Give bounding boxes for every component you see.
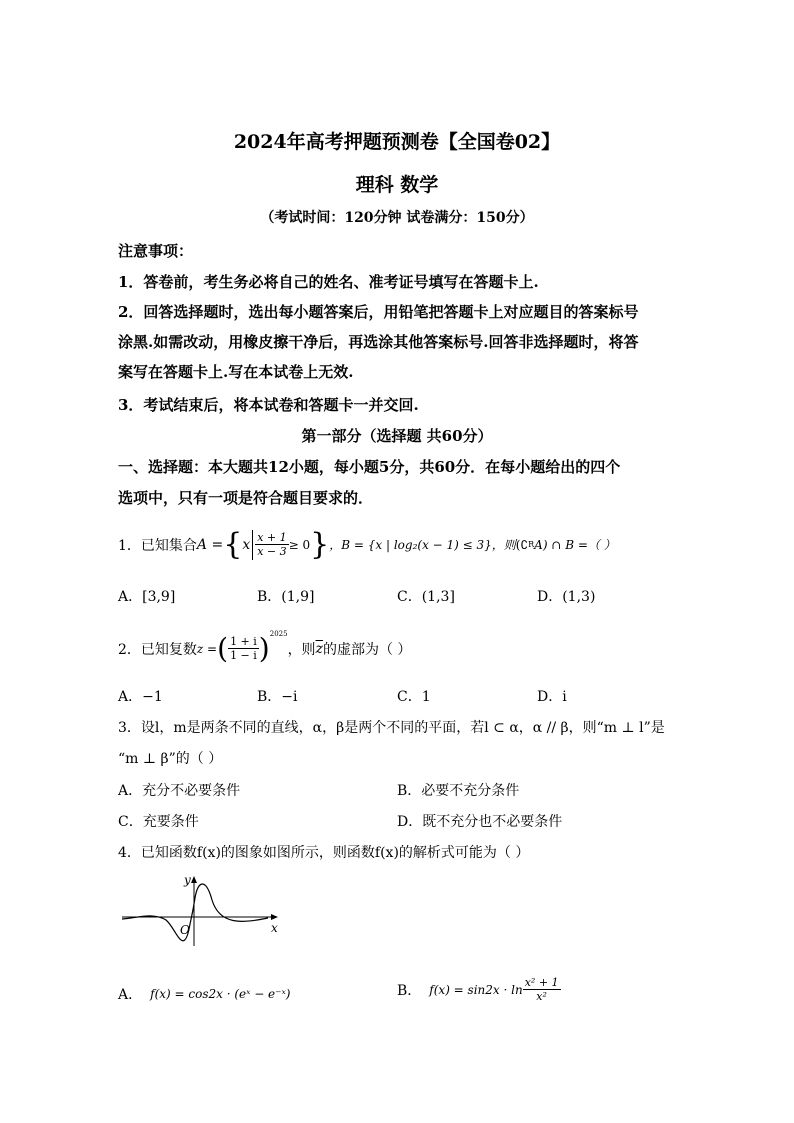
q3-option-a: A．充分不必要条件 (118, 783, 241, 799)
q3-option-c: C．充要条件 (118, 814, 199, 830)
graph-curve (122, 884, 268, 941)
q1-bar (252, 530, 253, 560)
question-1 (118, 527, 616, 562)
q2-option-b: B．−i (257, 689, 298, 705)
q4-option-b-num: x² + 1 (524, 976, 559, 989)
section-instructions-line-1: 一、选择题：本大题共12小题，每小题5分，共60分．在每小题给出的四个 (118, 458, 621, 476)
question-2 (118, 632, 411, 665)
q1-set-b: ，B = {x | log₂(x − 1) ≤ 3}，则 (329, 538, 516, 552)
notes-heading: 注意事项： (118, 242, 194, 260)
q1-x: x (242, 536, 251, 553)
q2-left-paren: ( (217, 632, 229, 665)
note-item-2-line-1: 2．回答选择题时，选出每小题答案后，用铅笔把答题卡上对应题目的答案标号 (118, 303, 639, 321)
q2-exponent: 2025 (269, 630, 288, 638)
graph-y-arrow (191, 876, 197, 883)
q1-sub: R (528, 540, 535, 549)
q1-option-d: D．(1,3) (537, 589, 596, 605)
q4-option-b-label: B． (397, 982, 422, 999)
q4-option-a-label: A． (118, 987, 143, 1003)
q1-option-c: C．(1,3] (397, 589, 455, 605)
q2-option-a: A．−1 (118, 689, 163, 705)
note-item-1: 1．答卷前，考生务必将自己的姓名、准考证号填写在答题卡上. (118, 273, 539, 291)
q3-line-2: “m ⊥ β”的（ ） (118, 751, 223, 767)
q4-option-a (118, 984, 290, 1004)
q2-option-c: C．1 (397, 689, 431, 705)
q1-prefix: 1．已知集合 (118, 537, 197, 554)
q2-option-d: D．i (537, 689, 567, 705)
q2-z: z = (196, 641, 218, 656)
section-title: 第一部分（选择题 共60分） (301, 427, 493, 445)
q1-frac-num: x + 1 (257, 531, 287, 544)
q3-line-1: 3．设l，m是两条不同的直线，α，β是两个不同的平面，若l ⊂ α，α // β，则“m ⊥ l”是 (118, 720, 665, 736)
q1-fraction (255, 531, 288, 558)
q1-right-brace: } (310, 527, 330, 562)
q4-option-b-den: x² (536, 990, 547, 1003)
q2-suffix: ，则 (287, 641, 316, 658)
q4-option-a-expr: f(x) = cos2x · (eˣ − e⁻ˣ) (150, 987, 291, 1001)
q4-line-1: 4．已知函数f(x)的图象如图所示，则函数f(x)的解析式可能为（ ） (118, 845, 530, 861)
q1-set-a-lhs: A = (196, 536, 224, 553)
q1-ge0: ≥ 0 (288, 537, 311, 552)
exam-time-info: （考试时间：120分钟 试卷满分：150分） (260, 210, 534, 226)
note-item-3: 3．考试结束后，将本试卷和答题卡一并交回. (118, 396, 419, 414)
q2-fraction (228, 635, 259, 662)
section-instructions-line-2: 选项中，只有一项是符合题目要求的． (118, 489, 374, 507)
note-item-2-line-3: 案写在答题卡上.写在本试卷上无效. (118, 363, 354, 381)
subject-subtitle: 理科 数学 (355, 174, 439, 196)
q4-option-b-expr: f(x) = sin2x · ln (429, 982, 523, 997)
q4-option-b (397, 976, 561, 1003)
q1-expr: (∁ (515, 537, 529, 552)
q3-option-b: B．必要不充分条件 (397, 783, 520, 799)
q1-left-brace: { (223, 527, 243, 562)
q4-option-b-fraction (523, 976, 561, 1003)
page-title: 2024年高考押题预测卷【全国卷02】 (233, 131, 561, 153)
q3-option-d: D．既不充分也不必要条件 (397, 814, 563, 830)
q2-suffix-2: 的虚部为（ ） (322, 641, 412, 658)
q2-right-paren: ) (258, 632, 270, 665)
note-item-2-line-2: 涂黑.如需改动，用橡皮擦干净后，再选涂其他答案标号.回答非选择题时，将答 (118, 333, 639, 351)
graph-x-label: x (271, 921, 278, 935)
q1-frac-den: x − 3 (257, 545, 287, 558)
q2-prefix: 2．已知复数 (118, 641, 197, 658)
function-graph (118, 868, 288, 948)
graph-origin-label: O (180, 923, 190, 937)
graph-y-label: y (184, 873, 191, 887)
q2-frac-den: 1 − i (230, 649, 257, 662)
q1-option-a: A．[3,9] (118, 589, 176, 605)
q1-option-b: B．(1,9] (257, 589, 315, 605)
q2-frac-num: 1 + i (230, 635, 257, 648)
q2-zbar: $\overline{z}$ (315, 640, 323, 657)
graph-x-arrow (271, 914, 278, 920)
q1-expr-2: A) ∩ B =（ ） (534, 538, 616, 552)
